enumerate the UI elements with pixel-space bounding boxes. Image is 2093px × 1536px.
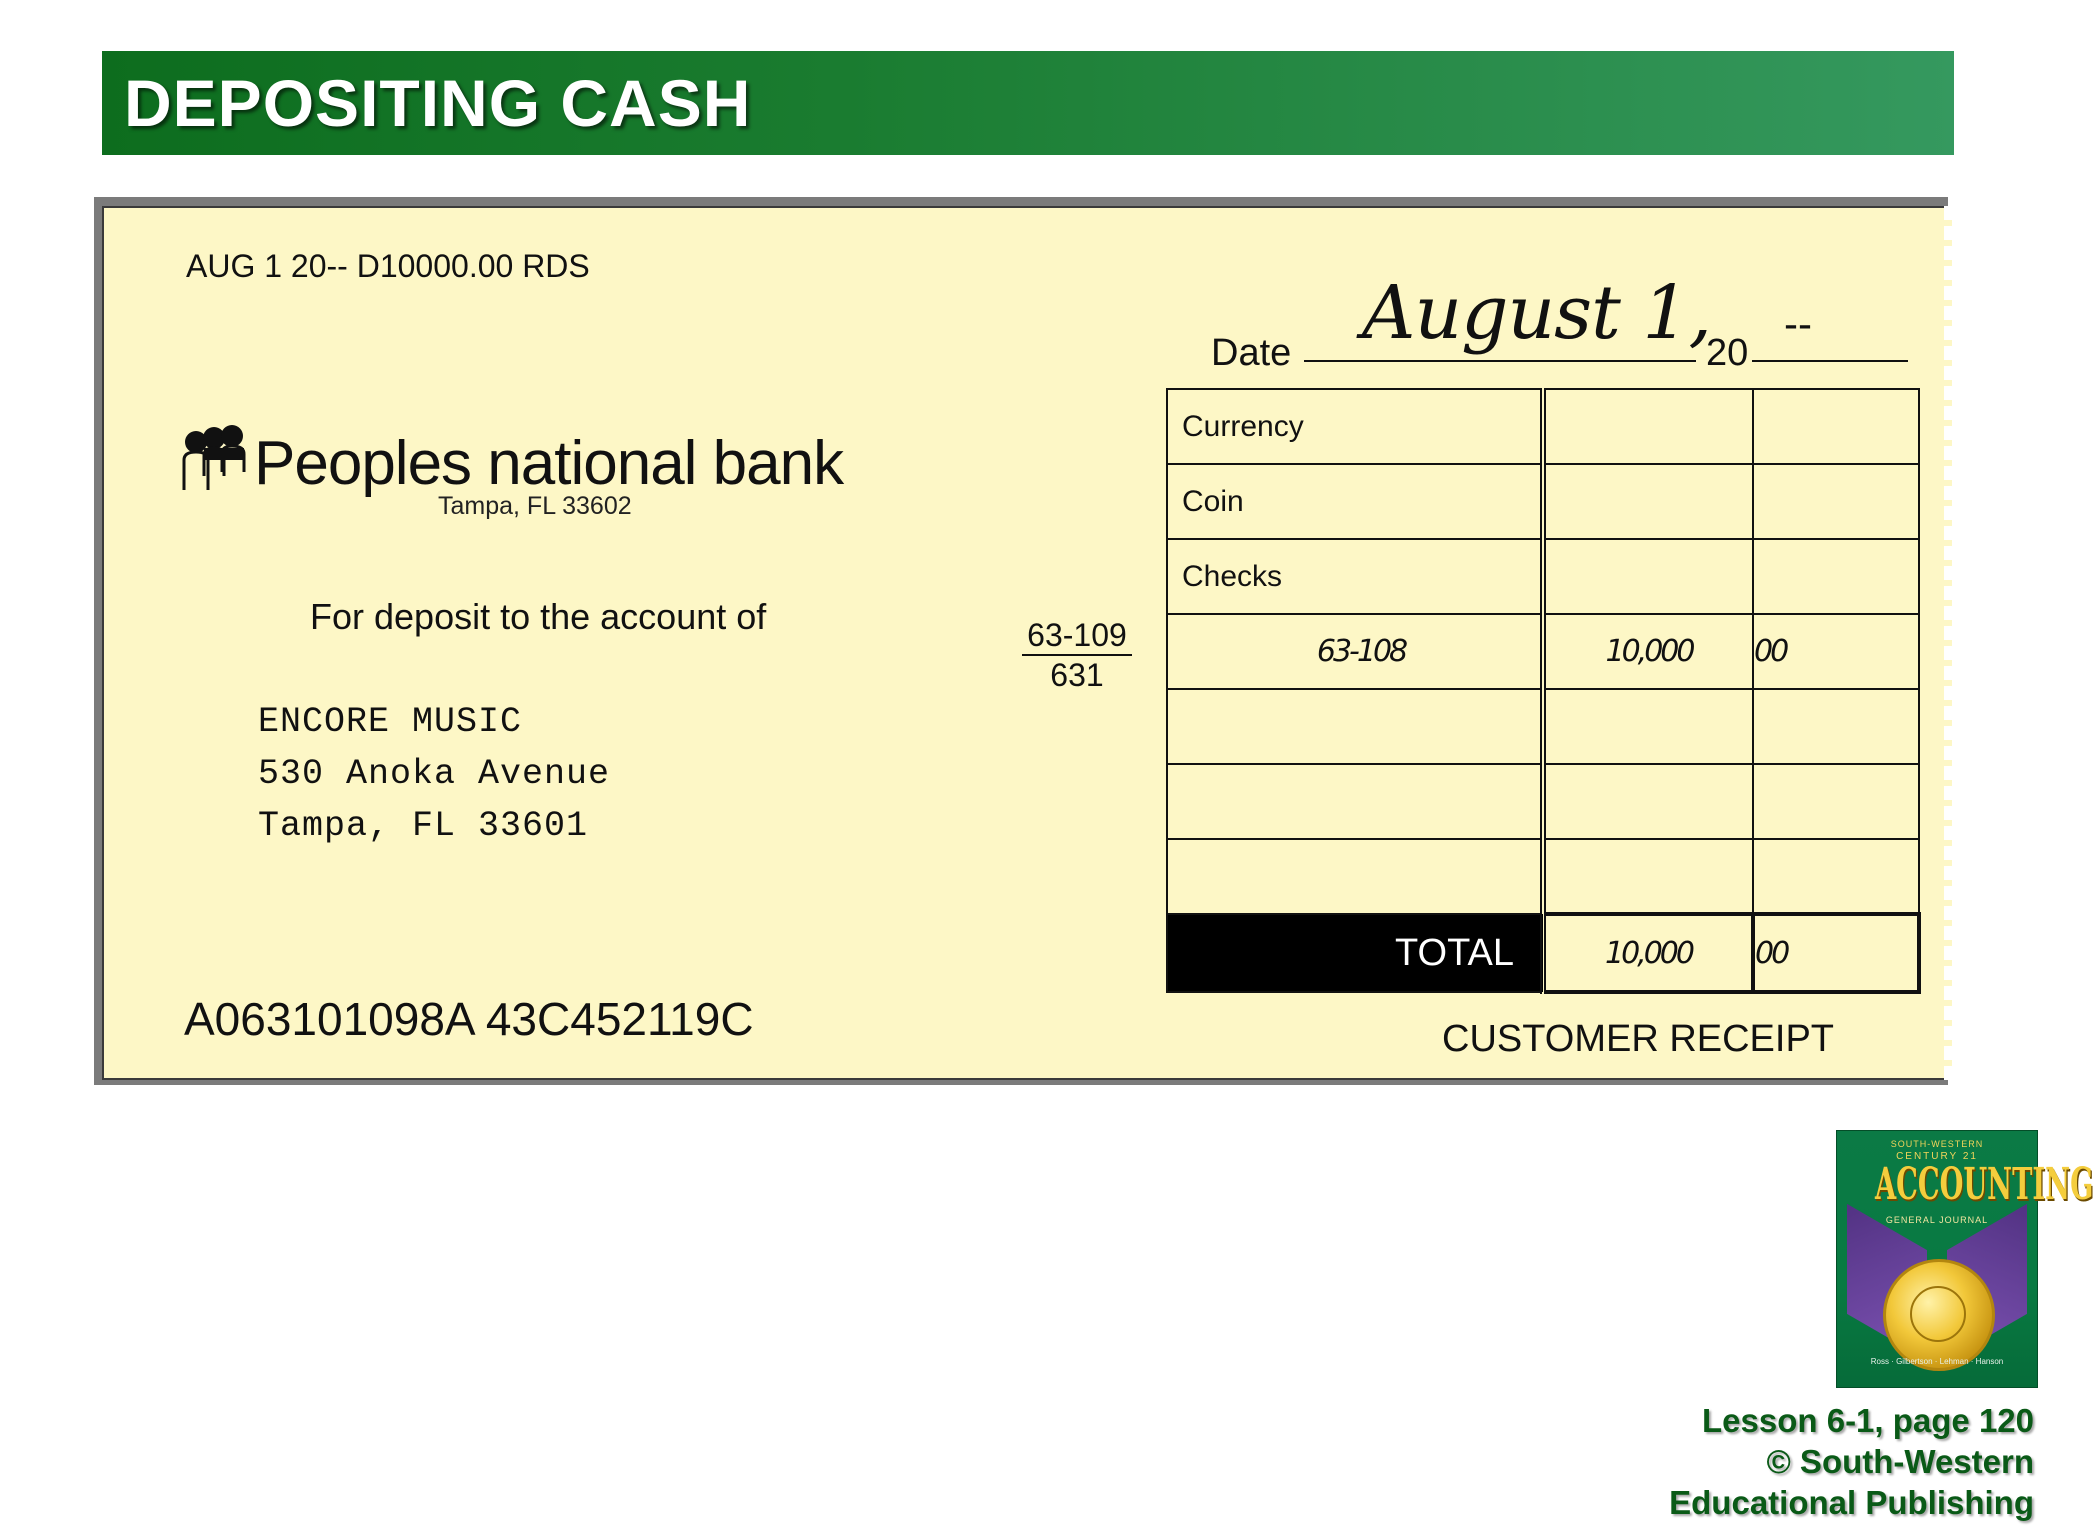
row-cents bbox=[1753, 839, 1919, 914]
date-value: August 1, bbox=[1362, 270, 1711, 356]
row-desc: Checks bbox=[1167, 539, 1543, 614]
deposit-table bbox=[1166, 388, 1921, 994]
table-row bbox=[1167, 839, 1919, 914]
bank-logo-icon bbox=[182, 426, 252, 492]
deposit-label: For deposit to the account of bbox=[310, 596, 767, 637]
row-desc bbox=[1167, 839, 1543, 914]
cover-authors: Ross · Gilbertson · Lehman · Hanson bbox=[1870, 1357, 2004, 1366]
bank-name: Peoples national bank bbox=[254, 429, 844, 498]
account-city: Tampa, FL 33601 bbox=[258, 806, 589, 846]
deposit-slip bbox=[102, 206, 1952, 1080]
account-street: 530 Anoka Avenue bbox=[258, 754, 611, 794]
table-row bbox=[1167, 614, 1919, 689]
check-number: 63-108 bbox=[1167, 614, 1543, 689]
table-row bbox=[1167, 539, 1919, 614]
table-row bbox=[1167, 389, 1919, 464]
total-dollars: 10,000 bbox=[1543, 914, 1753, 992]
row-cents bbox=[1753, 764, 1919, 839]
bank-city: Tampa, FL 33602 bbox=[438, 492, 632, 520]
date-label: Date bbox=[1211, 332, 1292, 374]
row-dollars bbox=[1543, 539, 1753, 614]
total-cents: 00 bbox=[1753, 914, 1919, 992]
row-cents bbox=[1753, 689, 1919, 764]
row-cents bbox=[1753, 539, 1919, 614]
row-dollars bbox=[1543, 839, 1753, 914]
table-row bbox=[1167, 689, 1919, 764]
row-dollars bbox=[1543, 689, 1753, 764]
cover-title: ACCOUNTING bbox=[1875, 1159, 2093, 1210]
routing-top: 63-109 bbox=[1022, 616, 1132, 656]
row-dollars bbox=[1543, 764, 1753, 839]
row-desc bbox=[1167, 764, 1543, 839]
book-cover-image bbox=[1836, 1130, 2093, 1388]
account-name: ENCORE MUSIC bbox=[258, 702, 523, 742]
page-title: DEPOSITING CASH bbox=[124, 66, 752, 140]
table-row bbox=[1167, 764, 1919, 839]
row-desc: Coin bbox=[1167, 464, 1543, 539]
medal-icon bbox=[1883, 1259, 1995, 1371]
total-label: TOTAL bbox=[1167, 914, 1543, 992]
routing-fraction bbox=[1022, 616, 1132, 694]
year-line bbox=[1752, 360, 1908, 362]
routing-bottom: 631 bbox=[1050, 657, 1104, 693]
table-row bbox=[1167, 464, 1919, 539]
cover-series: CENTURY 21 bbox=[1896, 1151, 1978, 1162]
row-cents bbox=[1753, 464, 1919, 539]
slip-perforation bbox=[1944, 206, 1952, 1080]
row-desc bbox=[1167, 689, 1543, 764]
date-line bbox=[1304, 360, 1696, 362]
bank-stamp: AUG 1 20-- D10000.00 RDS bbox=[186, 248, 590, 284]
year-value: -- bbox=[1784, 300, 1812, 347]
cover-subtitle: GENERAL JOURNAL bbox=[1885, 1215, 1989, 1225]
credit-lesson: Lesson 6-1, page 120 bbox=[1702, 1402, 2034, 1439]
check-cents: 00 bbox=[1753, 614, 1919, 689]
cover-publisher: SOUTH-WESTERN bbox=[1890, 1139, 1984, 1149]
check-dollars: 10,000 bbox=[1543, 614, 1753, 689]
medal-inner bbox=[1910, 1286, 1966, 1342]
micr-line: A063101098A 43C452119C bbox=[184, 993, 754, 1045]
row-dollars bbox=[1543, 464, 1753, 539]
receipt-caption: CUSTOMER RECEIPT bbox=[1442, 1018, 1835, 1060]
total-row bbox=[1167, 914, 1919, 992]
credit-copyright: © South-Western bbox=[1766, 1443, 2034, 1480]
credit-publisher: Educational Publishing bbox=[1669, 1484, 2034, 1521]
year-label: 20 bbox=[1706, 332, 1749, 374]
row-cents bbox=[1753, 389, 1919, 464]
row-dollars bbox=[1543, 389, 1753, 464]
row-desc: Currency bbox=[1167, 389, 1543, 464]
title-banner bbox=[102, 51, 1954, 155]
